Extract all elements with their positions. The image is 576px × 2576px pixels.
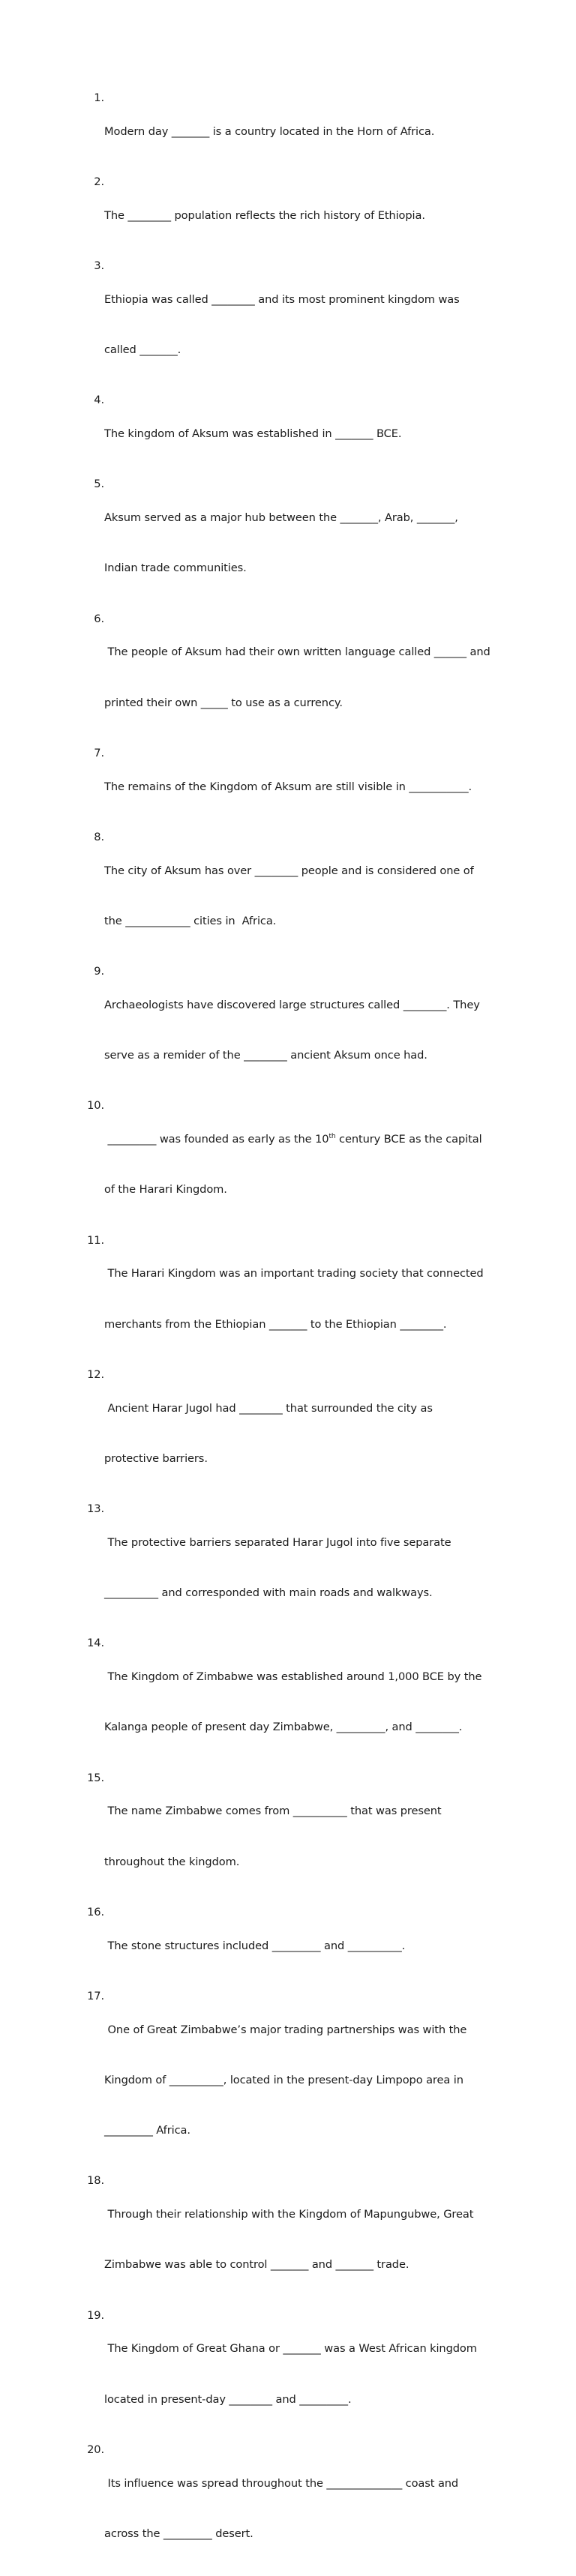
question-text <box>104 476 520 610</box>
question-line: The Kingdom of Great Ghana or _______ was a West African kingdom <box>104 2342 477 2356</box>
question-line: Kingdom of __________, located in the present-day Limpopo area in <box>104 2073 464 2086</box>
question-number: 14. <box>87 1637 104 1650</box>
question-text <box>104 829 520 963</box>
question-number: 2. <box>94 175 104 189</box>
question-11 <box>85 1233 520 1367</box>
question-line: printed their own _____ to use as a currency. <box>104 696 343 709</box>
question-number: 3. <box>94 259 104 273</box>
question-text <box>104 1098 520 1232</box>
question-8 <box>85 829 520 963</box>
question-line: _________ Africa. <box>104 2124 190 2137</box>
question-10 <box>85 1098 520 1232</box>
question-number: 11. <box>87 1233 104 1247</box>
question-text <box>104 963 520 1098</box>
question-text <box>104 1501 520 1635</box>
question-number: 6. <box>94 612 104 625</box>
question-line: Indian trade communities. <box>104 562 247 575</box>
question-number: 17. <box>87 1989 104 2002</box>
question-line: Zimbabwe was able to control _______ and _______ trade. <box>104 2258 410 2272</box>
question-text <box>104 392 520 476</box>
question-line: The Kingdom of Zimbabwe was established around 1,000 BCE by the <box>104 1670 482 1684</box>
question-text <box>104 611 520 745</box>
question-line: Ancient Harar Jugol had ________ that surrounded the city as <box>104 1401 433 1415</box>
question-line-with-superscript <box>104 1131 520 1148</box>
question-line-part: _________ was founded as early as the 10 <box>104 1133 329 1146</box>
question-list <box>85 90 520 2576</box>
question-16 <box>85 1904 520 1988</box>
question-line: located in present-day ________ and _________. <box>104 2392 352 2406</box>
question-text <box>104 2173 520 2307</box>
question-text <box>104 90 520 174</box>
question-line: the ____________ cities in Africa. <box>104 914 277 927</box>
question-line: Ethiopia was called ________ and its most prominent kingdom was <box>104 292 460 306</box>
question-number: 20. <box>87 2443 104 2456</box>
question-number: 5. <box>94 478 104 491</box>
question-line: The ________ population reflects the rich history of Ethiopia. <box>104 208 425 222</box>
question-text <box>104 1233 520 1367</box>
question-line: One of Great Zimbabwe’s major trading partnerships was with the <box>104 2023 467 2036</box>
question-6 <box>85 611 520 745</box>
question-text <box>104 1988 520 2173</box>
question-2 <box>85 174 520 258</box>
question-line: protective barriers. <box>104 1451 208 1465</box>
question-18 <box>85 2173 520 2307</box>
question-text <box>104 2308 520 2442</box>
question-20 <box>85 2442 520 2576</box>
question-13 <box>85 1501 520 1635</box>
question-number: 10. <box>87 1099 104 1113</box>
question-line: The people of Aksum had their own written language called ______ and <box>104 645 490 659</box>
question-line: serve as a remider of the ________ ancient Aksum once had. <box>104 1049 428 1062</box>
question-number: 9. <box>94 965 104 978</box>
question-number: 4. <box>94 394 104 407</box>
question-line: The protective barriers separated Harar Jugol into five separate <box>104 1535 452 1549</box>
question-line: The city of Aksum has over ________ people and is considered one of <box>104 864 474 877</box>
question-19 <box>85 2308 520 2442</box>
question-9 <box>85 963 520 1098</box>
question-7 <box>85 745 520 829</box>
question-line: Its influence was spread throughout the ______________ coast and <box>104 2476 459 2490</box>
question-14 <box>85 1635 520 1769</box>
question-number: 12. <box>87 1367 104 1381</box>
question-number: 18. <box>87 2174 104 2188</box>
question-text <box>104 1904 520 1988</box>
question-line: The remains of the Kingdom of Aksum are still visible in ___________. <box>104 780 472 793</box>
question-text <box>104 258 520 392</box>
question-number: 15. <box>87 1771 104 1784</box>
question-line: The name Zimbabwe comes from __________ that was present <box>104 1805 442 1818</box>
question-line: merchants from the Ethiopian _______ to the Ethiopian ________. <box>104 1317 447 1331</box>
question-line: The Harari Kingdom was an important trading society that connected <box>104 1267 484 1281</box>
question-line: Archaeologists have discovered large structures called ________. They <box>104 998 480 1011</box>
question-text <box>104 2442 520 2576</box>
question-line: Aksum served as a major hub between the _______, Arab, _______, <box>104 511 458 525</box>
question-line: called _______. <box>104 343 182 357</box>
question-line: Modern day _______ is a country located in the Horn of Africa. <box>104 124 435 138</box>
question-number: 19. <box>87 2308 104 2322</box>
question-text <box>104 1367 520 1501</box>
question-3 <box>85 258 520 392</box>
question-text <box>104 1770 520 1904</box>
question-line: __________ and corresponded with main roads and walkways. <box>104 1586 433 1600</box>
question-line: throughout the kingdom. <box>104 1855 240 1868</box>
question-number: 1. <box>94 91 104 104</box>
question-15 <box>85 1770 520 1904</box>
question-text <box>104 174 520 258</box>
question-number: 16. <box>87 1905 104 1919</box>
question-5 <box>85 476 520 610</box>
question-1 <box>85 90 520 174</box>
question-4 <box>85 392 520 476</box>
question-line-part: century BCE as the capital <box>335 1133 482 1146</box>
question-number: 7. <box>94 746 104 759</box>
question-line: The stone structures included _________ and __________. <box>104 1939 406 1952</box>
question-line: across the _________ desert. <box>104 2527 254 2540</box>
question-line: The kingdom of Aksum was established in _______ BCE. <box>104 427 402 441</box>
question-line: of the Harari Kingdom. <box>104 1183 227 1197</box>
question-17 <box>85 1988 520 2173</box>
question-line: Through their relationship with the Kingdom of Mapungubwe, Great <box>104 2208 474 2221</box>
question-text <box>104 1635 520 1769</box>
question-number: 8. <box>94 830 104 843</box>
question-12 <box>85 1367 520 1501</box>
question-text <box>104 745 520 829</box>
ordinal-superscript: th <box>328 1133 336 1141</box>
question-line: Kalanga people of present day Zimbabwe, _________, and ________. <box>104 1721 463 1734</box>
question-number: 13. <box>87 1502 104 1516</box>
